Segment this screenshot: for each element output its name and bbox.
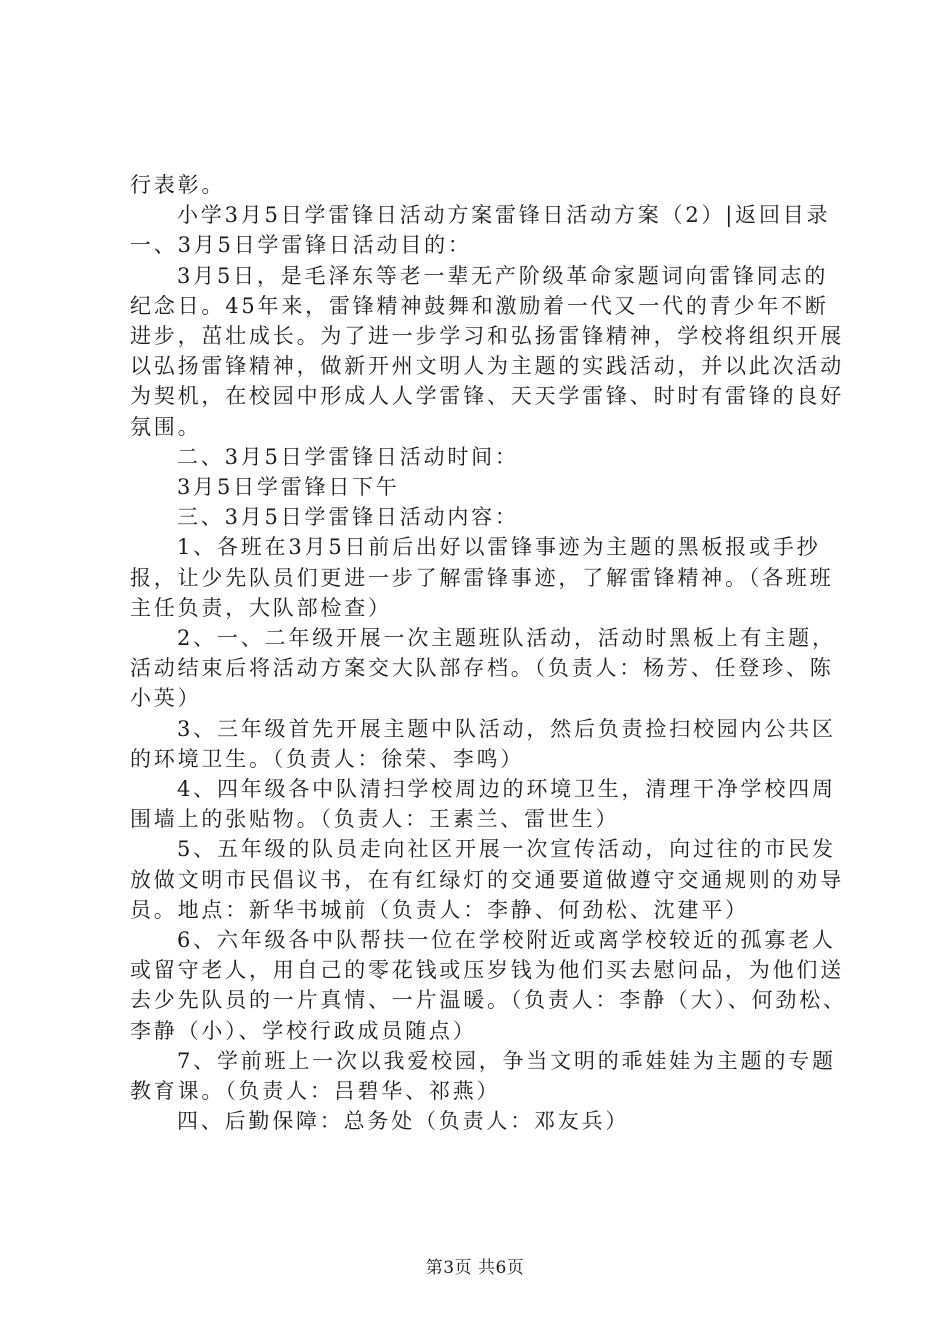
section-heading: 四、后勤保障：总务处（负责人：邓友兵） (177, 1109, 630, 1134)
list-item: 3、三年级首先开展主题中队活动，然后负责捡扫校园内公共区的环境卫生。（负责人：徐荣、李鸣） (130, 716, 836, 771)
paragraph: 行表彰。 (130, 173, 226, 197)
list-item: 5、五年级的队员走向社区开展一次宣传活动，向过往的市民发放做文明市民倡议书，在有红绿灯的交通要道做遵守交通规则的劝导员。地点：新华书城前（负责人：李静、何劲松、沈建平） (130, 837, 844, 922)
document-body (130, 170, 850, 1137)
list-item: 7、学前班上一次以我爱校园，争当文明的乖娃娃为主题的专题教育课。（负责人：吕碧华、祁燕） (130, 1048, 836, 1104)
list-item: 1、各班在3月5日前后出好以雷锋事迹为主题的黑板报或手抄报，让少先队员们更进一步了解雷锋事迹，了解雷锋精神。（各班班主任负责，大队部检查） (130, 535, 834, 620)
paragraph: 3月5日学雷锋日下午 (177, 475, 400, 500)
paragraph: 小学3月5日学雷锋日活动方案雷锋日活动方案（2）|返回目录一、3月5日学雷锋日活动目的： (130, 203, 831, 258)
section-heading: 三、3月5日学雷锋日活动内容： (177, 505, 519, 530)
list-item: 4、四年级各中队清扫学校周边的环境卫生，清理干净学校四周围墙上的张贴物。（负责人：王素兰、雷世生） (130, 777, 836, 832)
section-heading: 二、3月5日学雷锋日活动时间： (177, 444, 519, 469)
paragraph: 3月5日，是毛泽东等老一辈无产阶级革命家题词向雷锋同志的纪念日。45年来，雷锋精神鼓舞和激励着一代又一代的青少年不断进步，茁壮成长。为了进一步学习和弘扬雷锋精神，学校将组织开展以弘扬雷锋精神，做新开州文明人为主题的实践活动，并以此次活动为契机，在校园中形成人人学雷锋、天天学雷锋、时时有雷锋的良好氛围。 (130, 263, 844, 439)
list-item: 2、一、二年级开展一次主题班队活动，活动时黑板上有主题，活动结束后将活动方案交大队部存档。（负责人：杨芳、任登珍、陈小英） (130, 626, 836, 711)
list-item: 6、六年级各中队帮扶一位在学校附近或离学校较近的孤寡老人或留守老人，用自己的零花钱或压岁钱为他们买去慰问品，为他们送去少先队员的一片真情、一片温暖。（负责人：李静（大）、何劲松、李静（小）、学校行政成员随点） (130, 928, 847, 1043)
page-number-footer: 第3页 共6页 (425, 1258, 525, 1278)
